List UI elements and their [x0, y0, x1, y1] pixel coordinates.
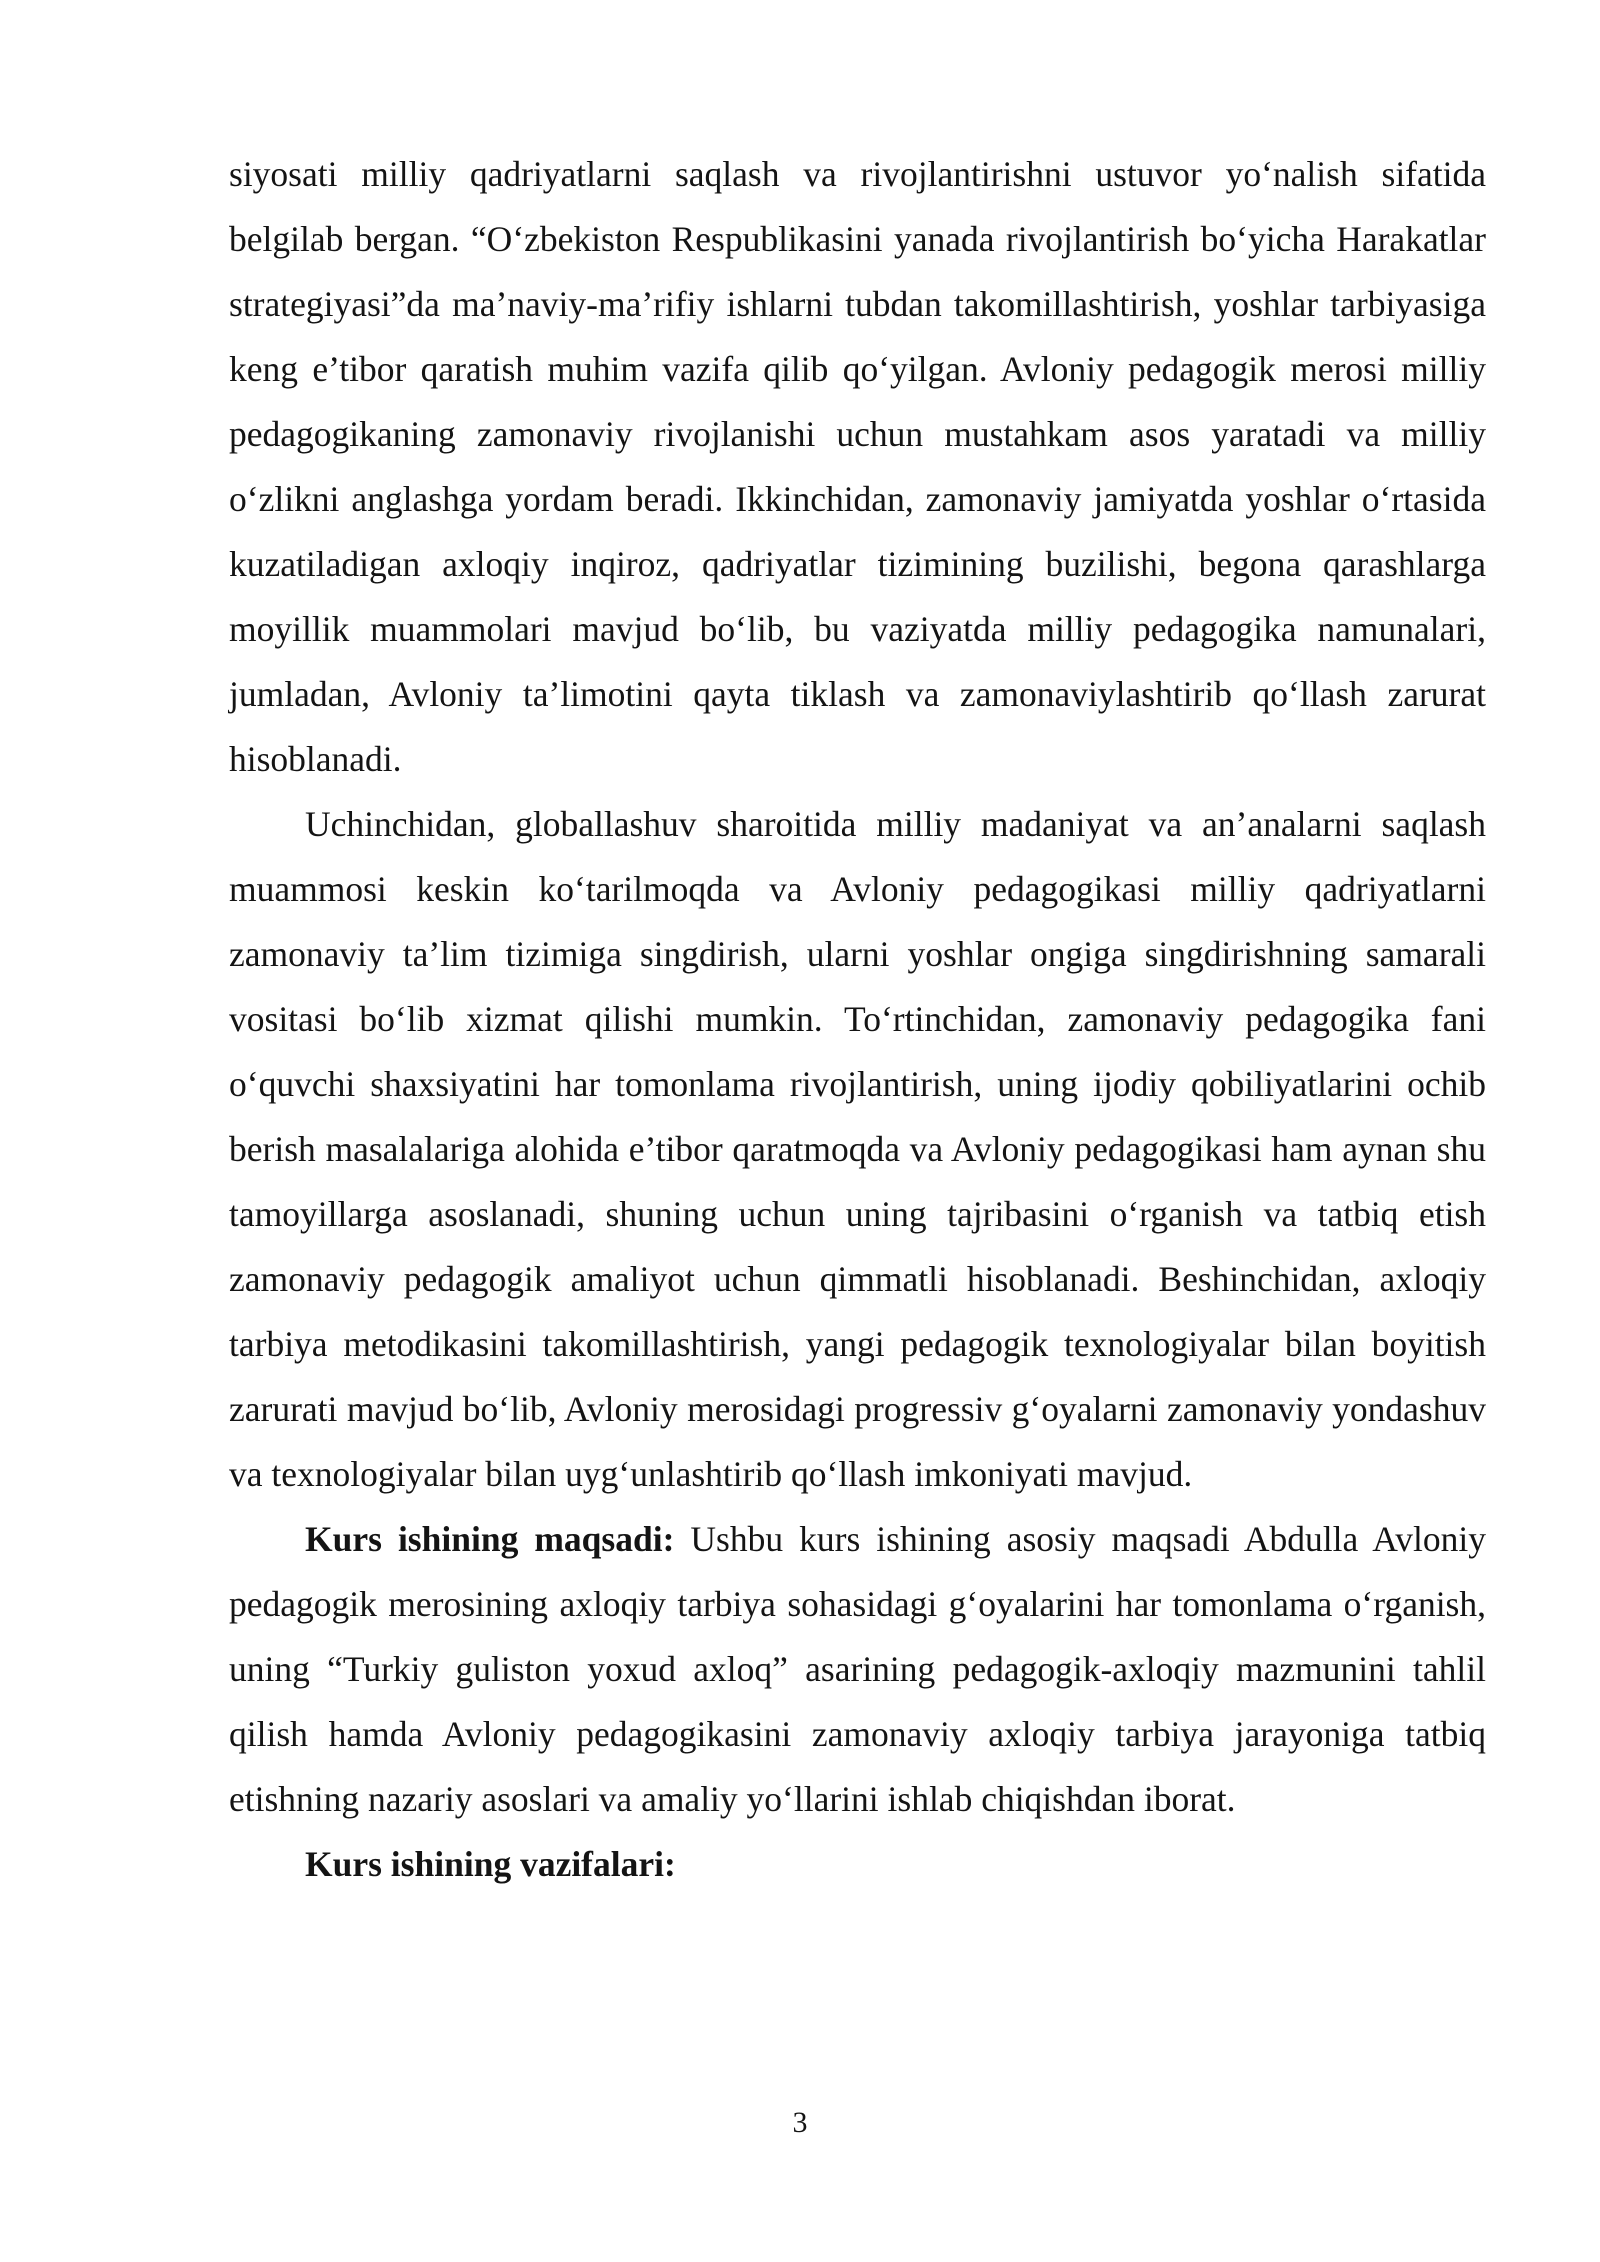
page-number: 3	[792, 2106, 808, 2139]
paragraph-2: Uchinchidan, globallashuv sharoitida milliy madaniyat va an’analarni saqlash muammosi keskin ko‘tarilmoqda va Avloniy pedagogikasi milliy qadriyatlarni zamonaviy ta’lim tizimiga singdirish, ularni yoshlar ongiga singdirishning samarali vositasi bo‘lib xizmat qilishi mumkin. To‘rtinchidan, zamonaviy pedagogika fani o‘quvchi shaxsiyatini har tomonlama rivojlantirish, uning ijodiy qobiliyatlarini ochib berish masalalariga alohida e’tibor qaratmoqda va Avloniy pedagogikasi ham aynan shu tamoyillarga asoslanadi, shuning uchun uning tajribasini o‘rganish va tatbiq etish zamonaviy pedagogik amaliyot uchun qimmatli hisoblanadi. Beshinchidan, axloqiy tarbiya metodikasini takomillashtirish, yangi pedagogik texnologiyalar bilan boyitish zarurati mavjud bo‘lib, Avloniy merosidagi progressiv g‘oyalarni zamonaviy yondashuv va texnologiyalar bilan uyg‘unlashtirib qo‘llash imkoniyati mavjud.	[229, 804, 1486, 1494]
paragraph-1: siyosati milliy qadriyatlarni saqlash va rivojlantirishni ustuvor yo‘nalish sifatida belgilab bergan. “O‘zbekiston Respublikasini yanada rivojlantirish bo‘yicha Harakatlar strategiyasi”da ma’naviy-ma’rifiy ishlarni tubdan takomillashtirish, yoshlar tarbiyasiga keng e’tibor qaratish muhim vazifa qilib qo‘yilgan. Avloniy pedagogik merosi milliy pedagogikaning zamonaviy rivojlanishi uchun mustahkam asos yaratadi va milliy o‘zlikni anglashga yordam beradi. Ikkinchidan, zamonaviy jamiyatda yoshlar o‘rtasida kuzatiladigan axloqiy inqiroz, qadriyatlar tizimining buzilishi, begona qarashlarga moyillik muammolari mavjud bo‘lib, bu vaziyatda milliy pedagogika namunalari, jumladan, Avloniy ta’limotini qayta tiklash va zamonaviylashtirib qo‘llash zarurat hisoblanadi.	[229, 154, 1486, 779]
tasks-heading: Kurs ishining vazifalari:	[305, 1844, 676, 1884]
goal-text: Ushbu kurs ishining asosiy maqsadi Abdulla Avloniy pedagogik merosining axloqiy tarbiya sohasidagi g‘oyalarini har tomonlama o‘rganish, uning “Turkiy guliston yoxud axloq” asarining pedagogik-axloqiy mazmunini tahlil qilish hamda Avloniy pedagogikasini zamonaviy axloqiy tarbiya jarayoniga tatbiq etishning nazariy asoslari va amaliy yo‘llarini ishlab chiqishdan iborat.	[229, 1519, 1486, 1819]
paragraph-3-goal	[229, 1507, 1486, 1832]
paragraph-4-tasks	[229, 1832, 1486, 1897]
document-page	[229, 142, 1486, 1897]
goal-heading: Kurs ishining maqsadi:	[305, 1519, 675, 1559]
